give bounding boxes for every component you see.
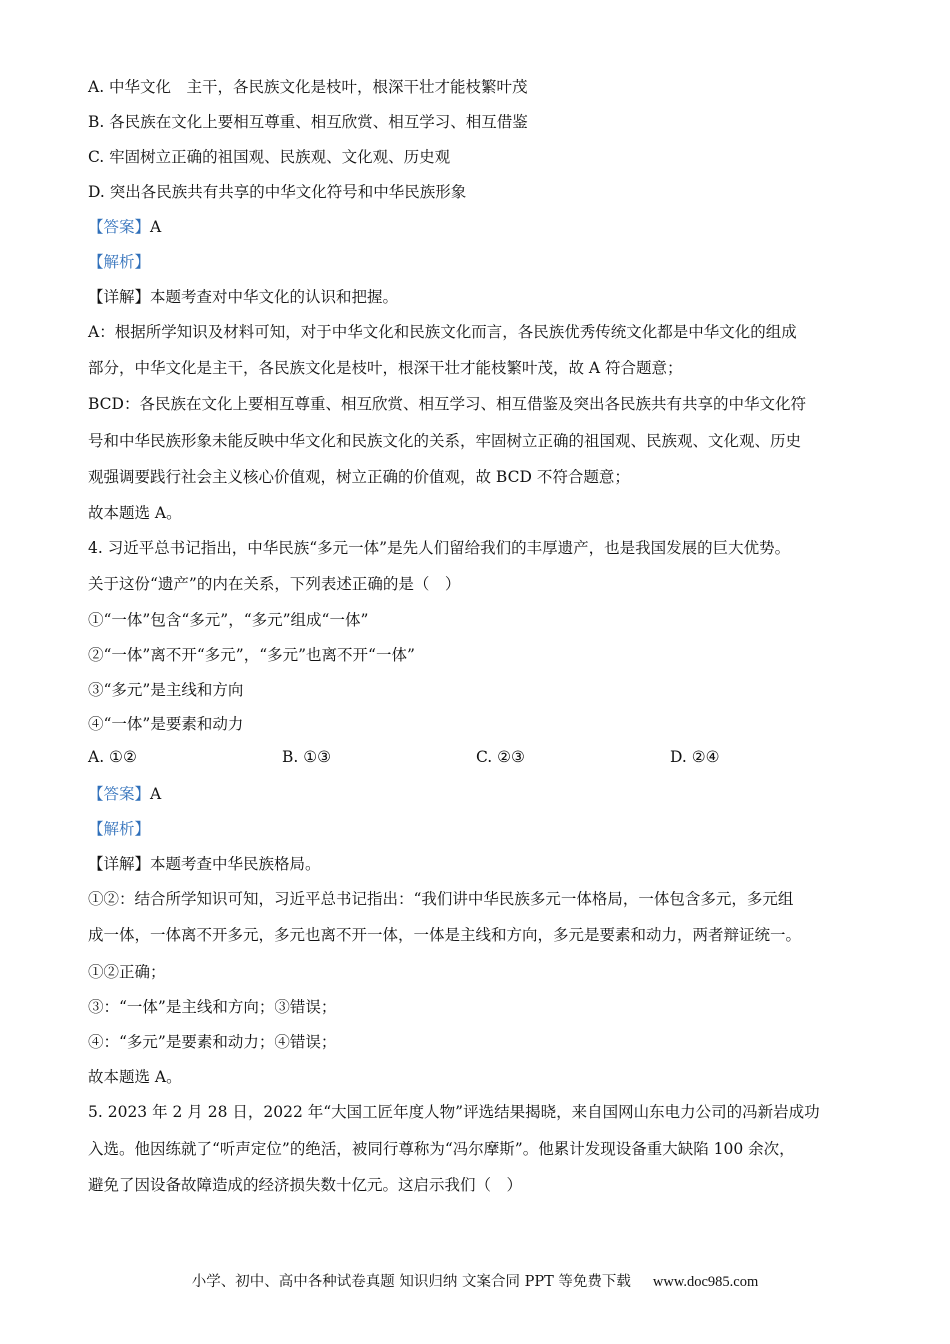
q3-answer — [88, 217, 868, 237]
q4-answer — [88, 784, 868, 804]
q3-option-d: D. 突出各民族共有共享的中华文化符号和中华民族形象 — [88, 183, 467, 201]
q3-option-b: B. 各民族在文化上要相互尊重、相互欣赏、相互学习、相互借鉴 — [88, 113, 528, 131]
q4-item-1: ①“一体”包含“多元”，“多元”组成“一体” — [88, 611, 369, 629]
footer-site-link[interactable]: www.doc985.com — [652, 1274, 759, 1290]
q4-options — [88, 748, 868, 768]
q4-detail: 【详解】本题考查中华民族格局。 — [88, 855, 321, 873]
q4-analysis-tag: 【解析】 — [88, 820, 151, 838]
q4-option-d: D. ②④ — [670, 748, 720, 766]
q3-explain-a-2: 部分，中华文化是主干，各民族文化是枝叶，根深干壮才能枝繁叶茂，故 A 符合题意； — [88, 359, 683, 377]
footer-text: 小学、初中、高中各种试卷真题 知识归纳 文案合同 PPT 等免费下载 — [191, 1274, 631, 1290]
q4-item-2: ②“一体”离不开“多元”，“多元”也离不开“一体” — [88, 646, 415, 664]
q3-explain-bcd-2: 号和中华民族形象未能反映中华文化和民族文化的关系，牢固树立正确的祖国观、民族观、文化观、历史 — [88, 432, 802, 450]
q4-conclusion: 故本题选 A。 — [88, 1068, 182, 1086]
q4-explain-12-3: ①②正确； — [88, 963, 166, 981]
q3-option-a: A. 中华文化 主干，各民族文化是枝叶，根深干壮才能枝繁叶茂 — [88, 78, 528, 96]
q5-stem-1: 5. 2023 年 2 月 28 日，2022 年“大国工匠年度人物”评选结果揭晓，来自国网山东电力公司的冯新岩成功 — [88, 1103, 820, 1121]
q4-stem-2: 关于这份“遗产”的内在关系，下列表述正确的是（ ） — [88, 575, 461, 593]
q4-option-a: A. ①② — [88, 748, 137, 766]
q4-option-c: C. ②③ — [476, 748, 525, 766]
q4-option-b: B. ①③ — [282, 748, 332, 766]
answer-value: A — [150, 218, 162, 236]
q3-conclusion: 故本题选 A。 — [88, 504, 182, 522]
q4-explain-12-2: 成一体，一体离不开多元，多元也离不开一体，一体是主线和方向，多元是要素和动力，两者辩证统一。 — [88, 926, 802, 944]
q4-explain-3: ③：“一体”是主线和方向；③错误； — [88, 998, 337, 1016]
q3-explain-bcd-1: BCD：各民族在文化上要相互尊重、相互欣赏、相互学习、相互借鉴及突出各民族共有共享的中华文化符 — [88, 395, 806, 413]
q3-explain-bcd-3: 观强调要践行社会主义核心价值观，树立正确的价值观，故 BCD 不符合题意； — [88, 468, 630, 486]
q4-explain-12-1: ①②：结合所学知识可知，习近平总书记指出：“我们讲中华民族多元一体格局，一体包含多元，多元组 — [88, 890, 794, 908]
q3-detail: 【详解】本题考查对中华文化的认识和把握。 — [88, 288, 399, 306]
answer-value: A — [150, 785, 162, 803]
page-footer — [0, 1270, 950, 1291]
q5-stem-3: 避免了因设备故障造成的经济损失数十亿元。这启示我们（ ） — [88, 1176, 523, 1194]
answer-tag: 【答案】 — [88, 785, 151, 803]
q5-stem-2: 入选。他因练就了“听声定位”的绝活，被同行尊称为“冯尔摩斯”。他累计发现设备重大缺陷 100 余次， — [88, 1140, 795, 1158]
answer-tag: 【答案】 — [88, 218, 151, 236]
q3-analysis-tag: 【解析】 — [88, 253, 151, 271]
q3-explain-a-1: A：根据所学知识及材料可知，对于中华文化和民族文化而言，各民族优秀传统文化都是中华文化的组成 — [88, 323, 797, 341]
q4-item-3: ③“多元”是主线和方向 — [88, 681, 244, 699]
q4-explain-4: ④：“多元”是要素和动力；④错误； — [88, 1033, 337, 1051]
q4-stem-1: 4. 习近平总书记指出，中华民族“多元一体”是先人们留给我们的丰厚遗产，也是我国发展的巨大优势。 — [88, 539, 791, 557]
q4-item-4: ④“一体”是要素和动力 — [88, 715, 244, 733]
q3-option-c: C. 牢固树立正确的祖国观、民族观、文化观、历史观 — [88, 148, 451, 166]
